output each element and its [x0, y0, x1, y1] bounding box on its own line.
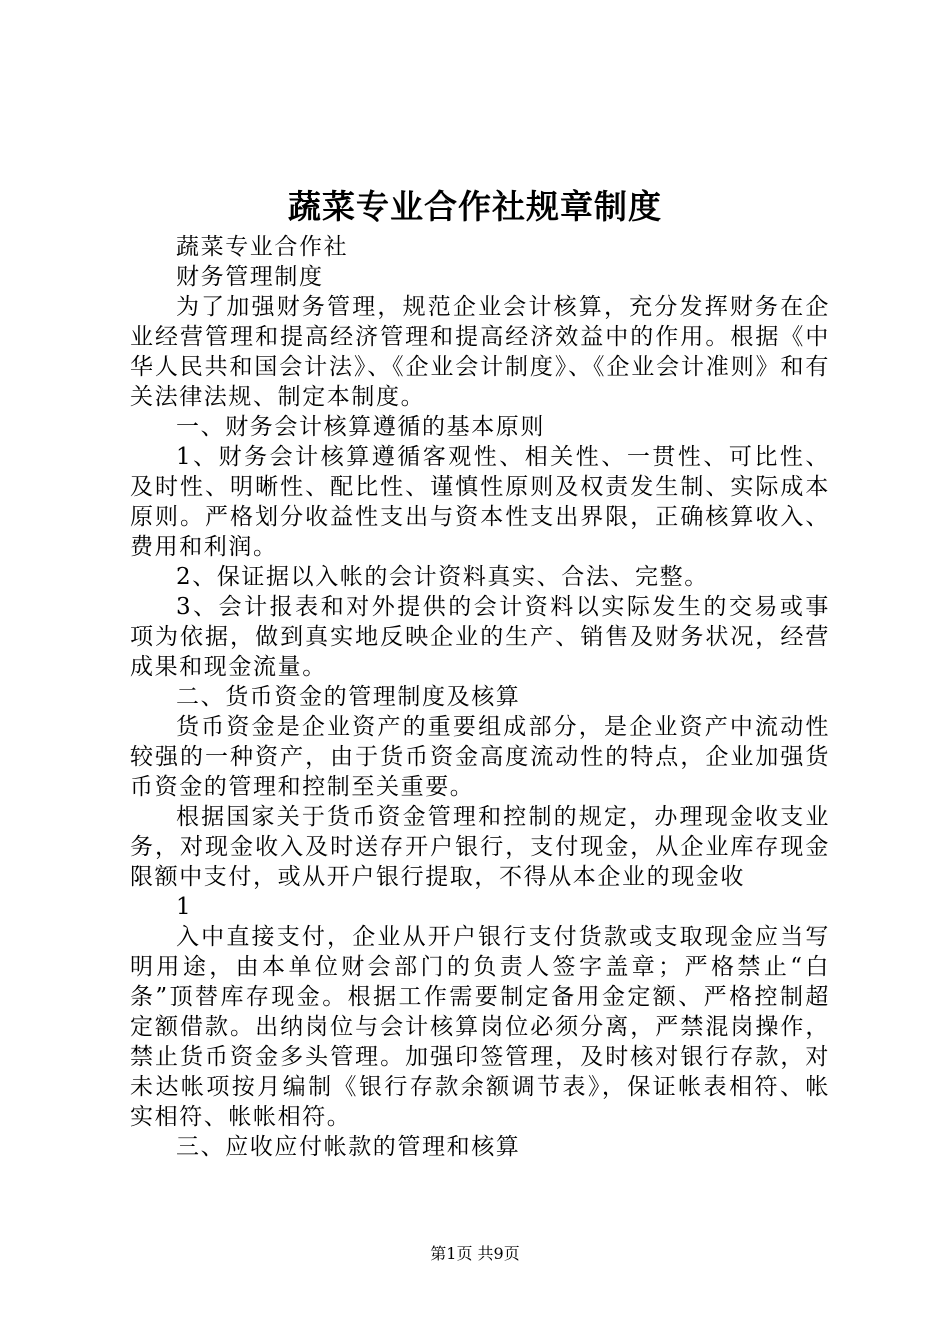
document-body — [130, 232, 830, 1162]
section-heading: 二、货币资金的管理制度及核算 — [176, 684, 521, 710]
paragraph: 根据国家关于货币资金管理和控制的规定，办理现金收支业务，对现金收入及时送存开户银行，支付现金，从企业库存现金限额中支付，或从开户银行提取，不得从本企业的现金收 — [130, 804, 830, 890]
paragraph: 2、保证据以入帐的会计资料真实、合法、完整。 — [176, 564, 709, 590]
section-heading: 一、财务会计核算遵循的基本原则 — [176, 414, 545, 440]
paragraph: 蔬菜专业合作社 — [176, 234, 349, 260]
paragraph: 3、会计报表和对外提供的会计资料以实际发生的交易或事项为依据，做到真实地反映企业的生产、销售及财务状况，经营成果和现金流量。 — [130, 594, 830, 680]
paragraph: 为了加强财务管理，规范企业会计核算，充分发挥财务在企业经营管理和提高经济管理和提高经济效益中的作用。根据《中华人民共和国会计法》、《企业会计制度》、《企业会计准则》和有关法律法规、制定本制度。 — [130, 294, 830, 410]
paragraph: 入中直接支付，企业从开户银行支付货款或支取现金应当写明用途，由本单位财会部门的负责人签字盖章；严格禁止“白条”顶替库存现金。根据工作需要制定备用金定额、严格控制超定额借款。出纳岗位与会计核算岗位必须分离，严禁混岗操作，禁止货币资金多头管理。加强印签管理，及时核对银行存款，对未达帐项按月编制《银行存款余额调节表》，保证帐表相符、帐实相符、帐帐相符。 — [130, 924, 830, 1130]
page-marker: 1 — [176, 894, 191, 920]
paragraph: 财务管理制度 — [176, 264, 324, 290]
section-heading: 三、应收应付帐款的管理和核算 — [176, 1134, 521, 1160]
paragraph: 货币资金是企业资产的重要组成部分，是企业资产中流动性较强的一种资产，由于货币资金高度流动性的特点，企业加强货币资金的管理和控制至关重要。 — [130, 714, 830, 800]
document-title: 蔬菜专业合作社规章制度 — [288, 187, 662, 226]
paragraph: 1、财务会计核算遵循客观性、相关性、一贯性、可比性、及时性、明晰性、配比性、谨慎性原则及权责发生制、实际成本原则。严格划分收益性支出与资本性支出界限，正确核算收入、费用和利润。 — [130, 444, 830, 560]
page-footer: 第1页 共9页 — [430, 1244, 520, 1263]
